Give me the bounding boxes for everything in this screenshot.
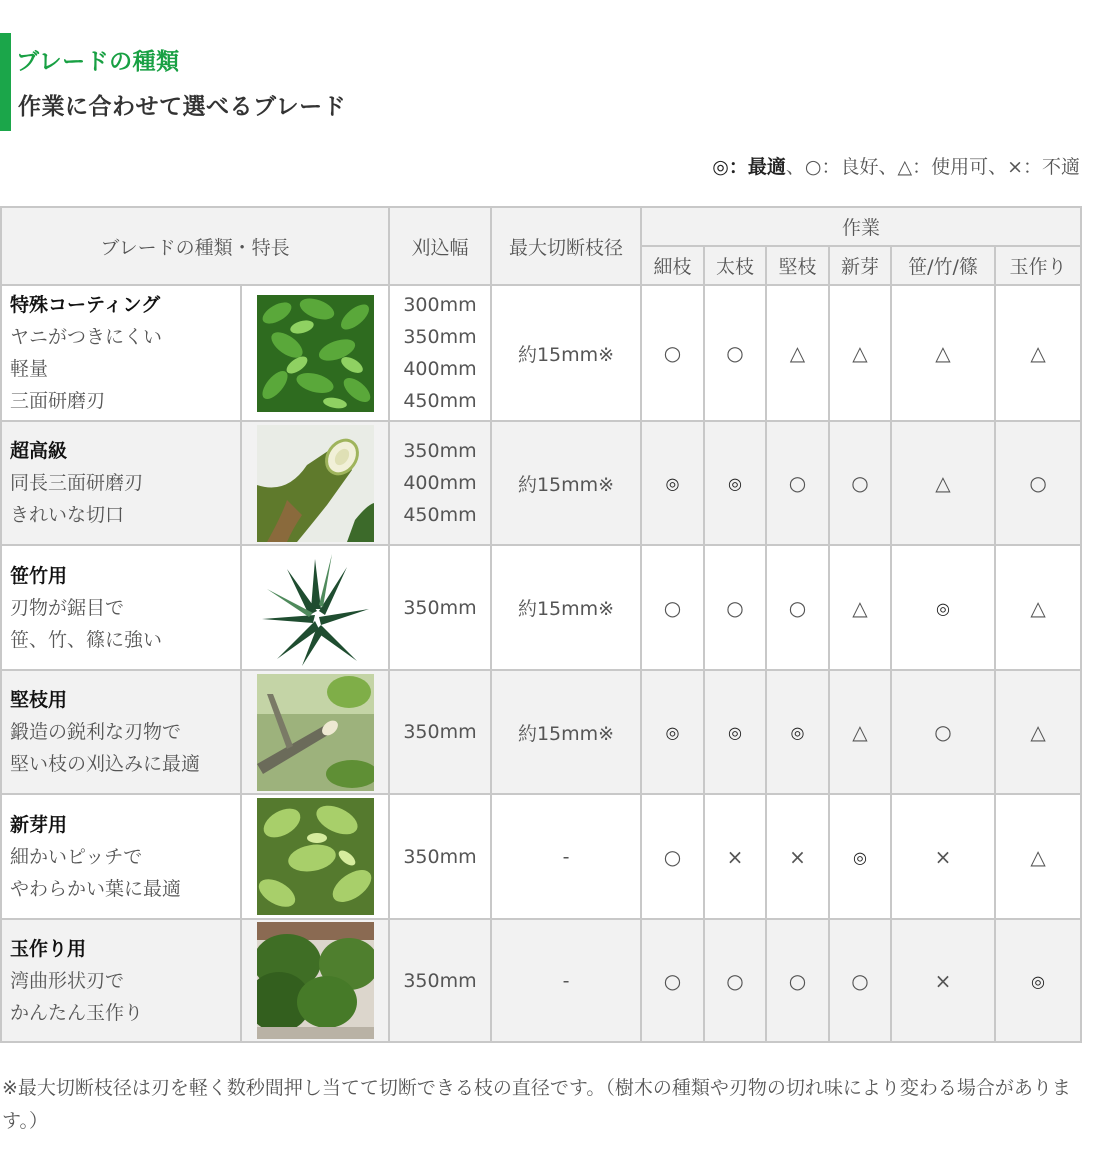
round-topiary-photo	[257, 922, 374, 1039]
blade-feature: 鍛造の鋭利な刃物で	[10, 721, 182, 743]
suitability-mark: ○	[663, 341, 682, 365]
header-work-col: 笹/竹/篠	[891, 246, 995, 285]
blade-feature: ヤニがつきにくい	[10, 326, 163, 348]
suitability-mark: ◎	[728, 723, 742, 742]
suitability-mark: ◎	[790, 723, 805, 742]
table-row	[1, 421, 1081, 545]
cut-width	[389, 285, 491, 421]
suitability-cell	[641, 421, 704, 545]
leafy-shrub-photo	[257, 295, 374, 412]
suitability-cell	[704, 285, 766, 421]
suitability-mark: ○	[663, 595, 682, 620]
table-row	[1, 794, 1081, 919]
cut-width	[389, 919, 491, 1042]
suitability-mark: ×	[789, 844, 806, 869]
blade-name: 堅枝用	[10, 689, 68, 711]
max-cut-diameter: 約15mm※	[491, 670, 641, 794]
suitability-mark: △	[1030, 595, 1046, 620]
suitability-cell	[704, 919, 766, 1042]
blade-description	[1, 919, 241, 1042]
suitability-cell	[704, 421, 766, 545]
table-row	[1, 919, 1081, 1042]
suitability-mark: △	[852, 595, 868, 620]
header-cut-width: 刈込幅	[389, 207, 491, 285]
suitability-cell	[829, 545, 891, 670]
cut-branch-photo	[257, 425, 374, 542]
hard-branch-photo	[257, 674, 374, 791]
suitability-mark: △	[1030, 720, 1046, 744]
suitability-cell	[995, 545, 1081, 670]
suitability-cell	[766, 919, 829, 1042]
blade-feature: 湾曲形状刃で	[10, 969, 125, 992]
cut-width-value: 400mm	[403, 472, 477, 494]
cut-width	[389, 670, 491, 794]
blade-feature: きれいな切口	[10, 504, 125, 526]
cut-width	[389, 421, 491, 545]
suitability-cell	[766, 794, 829, 919]
legend	[712, 152, 1080, 179]
suitability-cell	[829, 285, 891, 421]
suitability-mark: ○	[663, 844, 682, 869]
suitability-cell	[995, 670, 1081, 794]
suitability-cell	[766, 670, 829, 794]
suitability-mark: △	[852, 720, 868, 744]
header-work-col: 細枝	[641, 246, 704, 285]
table-row	[1, 545, 1081, 670]
cut-width-value: 350mm	[403, 721, 477, 743]
suitability-mark: ○	[788, 471, 807, 495]
suitability-mark: ○	[726, 595, 744, 620]
suitability-cell	[641, 545, 704, 670]
suitability-cell	[995, 421, 1081, 545]
blade-feature: やわらかい葉に最適	[10, 877, 182, 900]
blade-feature: 三面研磨刃	[10, 390, 106, 412]
suitability-mark: ○	[851, 968, 869, 993]
cut-width	[389, 545, 491, 670]
max-cut-diameter: -	[491, 794, 641, 919]
header-work-col: 新芽	[829, 246, 891, 285]
cut-width-value: 350mm	[403, 596, 477, 619]
blade-name: 超高級	[10, 440, 68, 462]
suitability-cell	[995, 285, 1081, 421]
suitability-cell	[995, 794, 1081, 919]
blade-name: 笹竹用	[10, 564, 68, 587]
blade-description	[1, 545, 241, 670]
suitability-mark: △	[1030, 844, 1046, 869]
bamboo-leaves-photo	[257, 549, 374, 666]
cut-width-value: 350mm	[403, 326, 477, 348]
suitability-mark: ○	[851, 471, 869, 495]
cut-width-value: 300mm	[403, 294, 477, 316]
blade-feature: 笹、竹、篠に強い	[10, 628, 163, 651]
blade-feature: 軽量	[10, 358, 49, 380]
suitability-mark: ◎	[936, 598, 950, 618]
suitability-cell	[641, 794, 704, 919]
blade-feature: 刃物が鋸目で	[10, 596, 125, 619]
suitability-mark: ◎	[853, 847, 867, 867]
blade-description	[1, 421, 241, 545]
blade-image-cell	[241, 794, 389, 919]
suitability-cell	[829, 794, 891, 919]
suitability-cell	[766, 285, 829, 421]
suitability-mark: ◎	[1031, 971, 1046, 991]
cut-width-value: 450mm	[403, 504, 477, 526]
cut-width-value: 350mm	[403, 969, 477, 992]
suitability-cell	[641, 285, 704, 421]
blade-image-cell	[241, 285, 389, 421]
cut-width-value: 350mm	[403, 440, 477, 462]
blade-feature: 同長三面研磨刃	[10, 472, 144, 494]
blade-feature: 細かいピッチで	[10, 845, 143, 868]
blade-image-cell	[241, 421, 389, 545]
blade-image-cell	[241, 670, 389, 794]
max-cut-diameter: 約15mm※	[491, 421, 641, 545]
suitability-cell	[891, 919, 995, 1042]
blade-name: 特殊コーティング	[10, 294, 161, 316]
suitability-cell	[641, 670, 704, 794]
blade-description	[1, 670, 241, 794]
suitability-mark: ○	[934, 720, 952, 744]
suitability-mark: ×	[726, 844, 744, 869]
suitability-cell	[891, 794, 995, 919]
header-work-col: 玉作り	[995, 246, 1081, 285]
suitability-cell	[704, 545, 766, 670]
cut-width-value: 400mm	[403, 358, 477, 380]
suitability-mark: ○	[1029, 471, 1047, 495]
footnote: ※最大切断枝径は刃を軽く数秒間押し当てて切断できる枝の直径です。（樹木の種類や刃物の切れ味により変わる場合があります。）	[2, 1077, 1071, 1132]
table-body	[1, 285, 1081, 1042]
section-subtitle: 作業に合わせて選べるブレード	[18, 94, 347, 120]
header-work-col: 太枝	[704, 246, 766, 285]
header-work: 作業	[641, 207, 1081, 246]
max-cut-diameter: -	[491, 919, 641, 1042]
suitability-cell	[766, 421, 829, 545]
suitability-mark: △	[935, 341, 951, 365]
suitability-mark: ◎	[665, 474, 680, 493]
blade-spec-table	[0, 206, 1082, 1043]
legend-best-label: ：最適	[728, 156, 786, 178]
suitability-mark: ○	[788, 595, 807, 620]
suitability-cell	[995, 919, 1081, 1042]
blade-feature: かんたん玉作り	[10, 1001, 144, 1024]
header-work-col: 堅枝	[766, 246, 829, 285]
suitability-mark: ◎	[728, 474, 742, 493]
legend-rest: 、○：良好、△：使用可、×：不適	[785, 156, 1080, 178]
suitability-cell	[829, 670, 891, 794]
max-cut-diameter: 約15mm※	[491, 545, 641, 670]
blade-image-cell	[241, 919, 389, 1042]
cut-width-value: 450mm	[403, 390, 477, 412]
new-buds-photo	[257, 798, 374, 915]
suitability-cell	[641, 919, 704, 1042]
section-header	[0, 33, 1100, 131]
cut-width-value: 350mm	[403, 845, 477, 868]
suitability-cell	[829, 919, 891, 1042]
suitability-cell	[891, 421, 995, 545]
suitability-cell	[829, 421, 891, 545]
suitability-cell	[704, 670, 766, 794]
section-title: ブレードの種類	[16, 49, 180, 75]
suitability-mark: ○	[788, 968, 807, 993]
blade-feature: 堅い枝の刈込みに最適	[10, 753, 201, 775]
suitability-mark: ○	[726, 341, 744, 365]
table-row	[1, 670, 1081, 794]
suitability-mark: ◎	[665, 723, 680, 742]
suitability-mark: ×	[934, 844, 952, 869]
suitability-mark: △	[935, 471, 951, 495]
suitability-cell	[891, 670, 995, 794]
suitability-mark: ×	[934, 968, 952, 993]
header-blade-type: ブレードの種類・特長	[1, 207, 389, 285]
blade-description	[1, 794, 241, 919]
suitability-mark: ○	[663, 968, 682, 993]
blade-name: 玉作り用	[10, 937, 87, 960]
suitability-mark: △	[852, 341, 868, 365]
blade-description	[1, 285, 241, 421]
header-max-cut: 最大切断枝径	[491, 207, 641, 285]
suitability-cell	[704, 794, 766, 919]
blade-name: 新芽用	[10, 813, 68, 836]
suitability-cell	[766, 545, 829, 670]
suitability-mark: ○	[726, 968, 744, 993]
suitability-mark: △	[1030, 341, 1046, 365]
suitability-mark: △	[789, 341, 806, 365]
table-row	[1, 285, 1081, 421]
cut-width	[389, 794, 491, 919]
suitability-cell	[891, 545, 995, 670]
legend-best-mark: ◎	[712, 156, 729, 178]
max-cut-diameter: 約15mm※	[491, 285, 641, 421]
suitability-cell	[891, 285, 995, 421]
blade-image-cell	[241, 545, 389, 670]
